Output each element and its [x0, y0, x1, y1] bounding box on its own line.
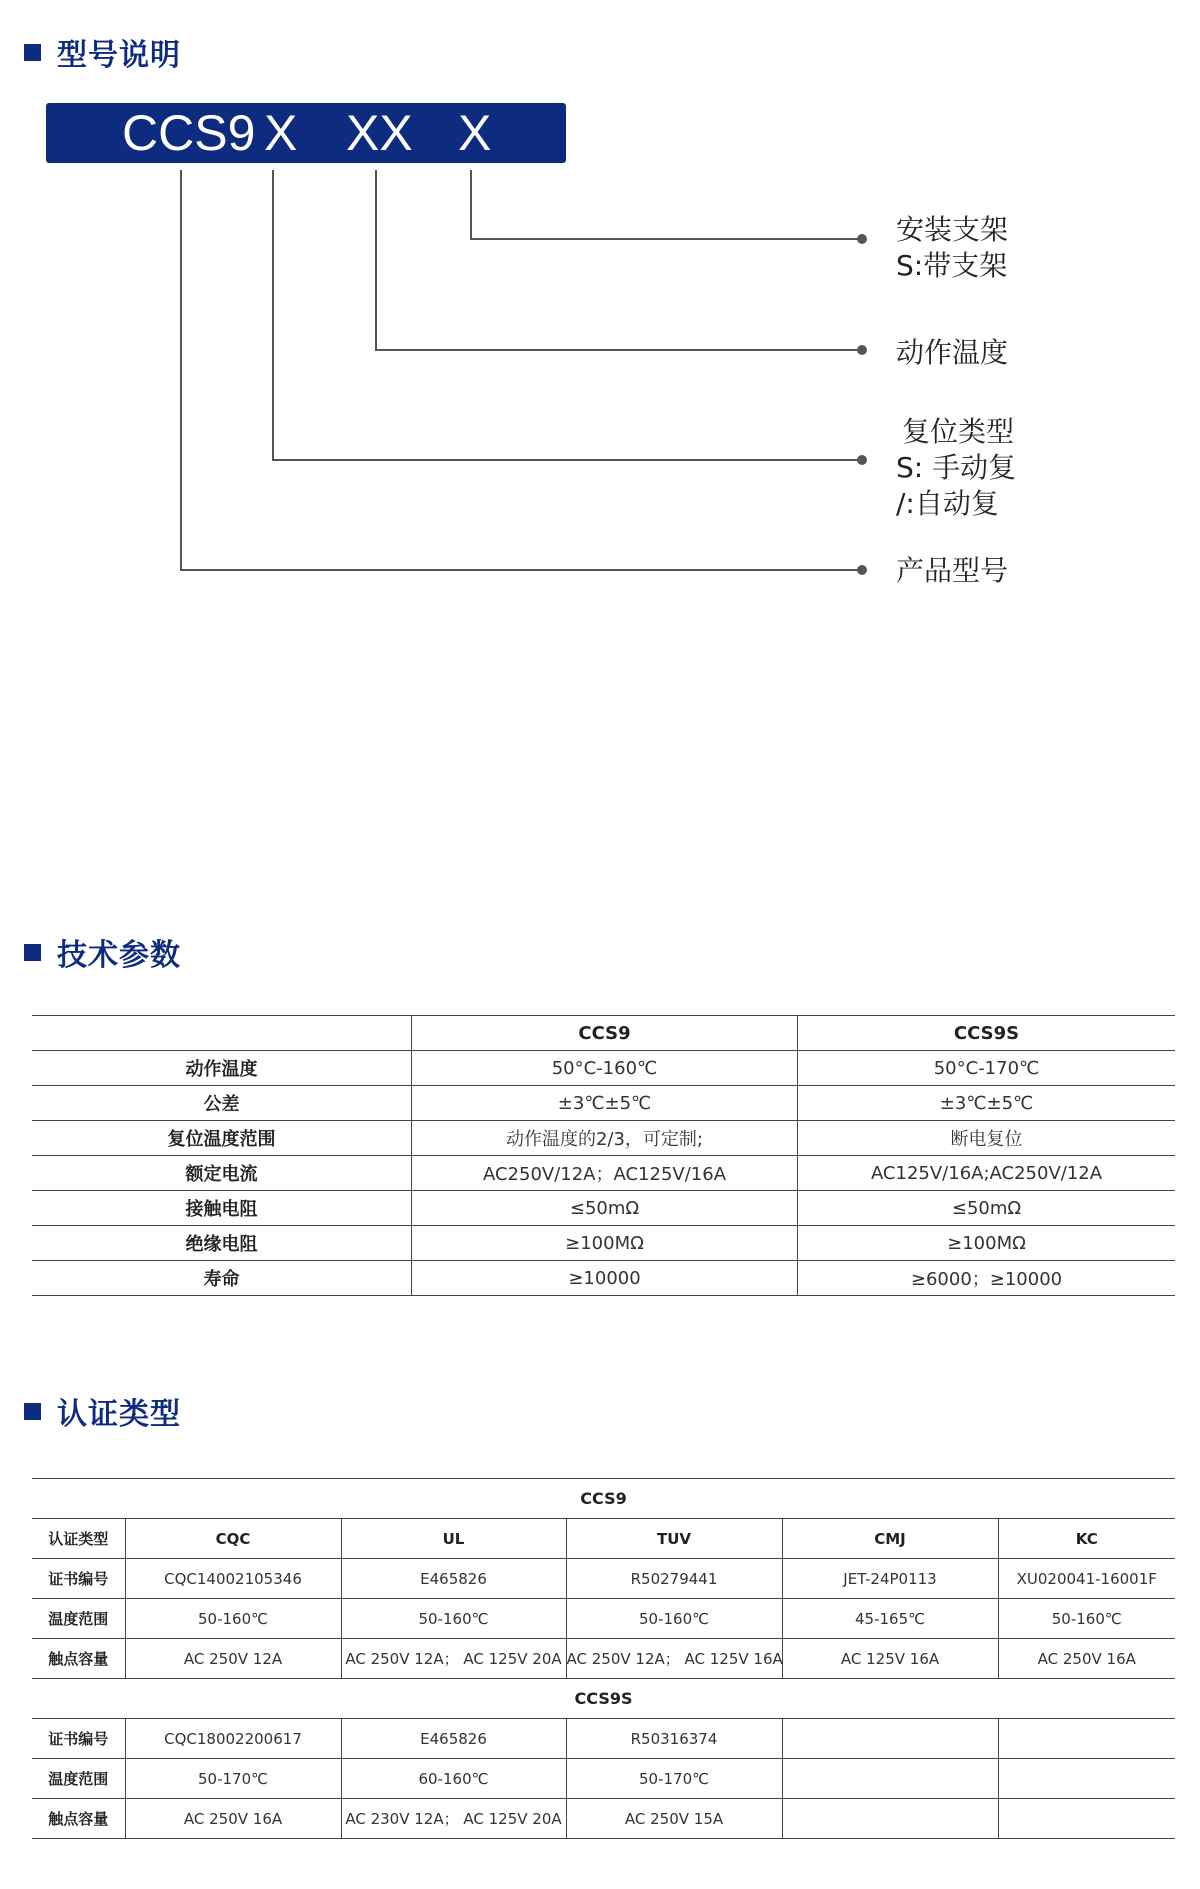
model-connector-diagram — [0, 0, 1200, 620]
cert-group-ccs9: CCS9 — [32, 1479, 1175, 1519]
cert-row-label: 证书编号 — [32, 1719, 125, 1759]
table-row — [32, 1639, 1175, 1679]
cert-cell: R50279441 — [566, 1559, 782, 1599]
spec-header-blank — [32, 1016, 412, 1051]
spec-header-ccs9s: CCS9S — [798, 1016, 1176, 1051]
cert-cell: 50-160℃ — [566, 1599, 782, 1639]
label-mount-option: S:带支架 — [896, 249, 1008, 282]
table-row — [32, 1086, 1175, 1121]
cert-cell — [782, 1719, 998, 1759]
spec-header-ccs9: CCS9 — [412, 1016, 798, 1051]
table-row — [32, 1719, 1175, 1759]
cert-table — [32, 1478, 1175, 1839]
cert-header-cmj: CMJ — [782, 1519, 998, 1559]
spec-value-ccs9s: ±3℃±5℃ — [798, 1086, 1176, 1121]
cert-cell: CQC18002200617 — [125, 1719, 341, 1759]
cert-cell — [998, 1719, 1175, 1759]
cert-header-row — [32, 1519, 1175, 1559]
cert-header-ul: UL — [341, 1519, 566, 1559]
cert-row-label: 温度范围 — [32, 1759, 125, 1799]
connector-dot-mount — [857, 234, 867, 244]
model-code-part2: XX — [346, 105, 413, 161]
spec-value-ccs9s: ≥6000；≥10000 — [798, 1261, 1176, 1296]
connector-line-reset — [273, 170, 862, 460]
spec-value-ccs9s: 断电复位 — [798, 1121, 1176, 1156]
cert-cell: AC 230V 12A； AC 125V 20A — [341, 1799, 566, 1839]
cert-cell: 50-160℃ — [341, 1599, 566, 1639]
connector-line-temp — [376, 170, 862, 350]
cert-cell: XU020041-16001F — [998, 1559, 1175, 1599]
model-code-part1: X — [264, 105, 298, 161]
cert-row-label: 温度范围 — [32, 1599, 125, 1639]
cert-header-label: 认证类型 — [32, 1519, 125, 1559]
table-row — [32, 1051, 1175, 1086]
cert-cell: CQC14002105346 — [125, 1559, 341, 1599]
cert-row-label: 证书编号 — [32, 1559, 125, 1599]
label-reset-title: 复位类型 — [902, 415, 1015, 448]
cert-cell: AC 250V 12A； AC 125V 20A — [341, 1639, 566, 1679]
cert-header-cqc: CQC — [125, 1519, 341, 1559]
section-title-model: 型号说明 — [57, 38, 181, 73]
spec-value-ccs9: ≥100MΩ — [412, 1226, 798, 1261]
cert-group-row-ccs9 — [32, 1479, 1175, 1519]
section-square-icon — [24, 1403, 41, 1420]
table-row — [32, 1599, 1175, 1639]
cert-cell: 50-160℃ — [998, 1599, 1175, 1639]
spec-value-ccs9s: AC125V/16A;AC250V/12A — [798, 1156, 1176, 1191]
model-code-base: CCS9 — [122, 105, 256, 161]
label-reset-option-2: /:自动复 — [896, 487, 999, 520]
table-row — [32, 1261, 1175, 1296]
cert-cell: AC 250V 12A — [125, 1639, 341, 1679]
table-row — [32, 1759, 1175, 1799]
spec-value-ccs9s: ≤50mΩ — [798, 1191, 1176, 1226]
section-header-cert — [24, 1389, 181, 1433]
section-square-icon — [24, 944, 41, 961]
label-mount-title: 安装支架 — [896, 213, 1009, 246]
cert-cell: AC 250V 15A — [566, 1799, 782, 1839]
cert-cell — [782, 1759, 998, 1799]
cert-cell: AC 250V 12A； AC 125V 16A — [566, 1639, 782, 1679]
model-code-part3: X — [458, 105, 492, 161]
cert-header-kc: KC — [998, 1519, 1175, 1559]
connector-dot-product — [857, 565, 867, 575]
cert-row-label: 触点容量 — [32, 1799, 125, 1839]
cert-cell — [998, 1759, 1175, 1799]
cert-cell — [998, 1799, 1175, 1839]
label-reset-option-1: S: 手动复 — [896, 451, 1017, 484]
cert-cell: JET-24P0113 — [782, 1559, 998, 1599]
table-row — [32, 1226, 1175, 1261]
cert-row-label: 触点容量 — [32, 1639, 125, 1679]
spec-header-row — [32, 1016, 1175, 1051]
cert-cell: 60-160℃ — [341, 1759, 566, 1799]
spec-value-ccs9: 动作温度的2/3，可定制; — [412, 1121, 798, 1156]
section-title-specs: 技术参数 — [57, 938, 181, 973]
cert-cell: 50-170℃ — [566, 1759, 782, 1799]
label-temp: 动作温度 — [896, 336, 1009, 369]
label-product: 产品型号 — [896, 554, 1009, 587]
spec-table — [32, 1015, 1175, 1296]
spec-param: 绝缘电阻 — [32, 1226, 412, 1261]
cert-header-tuv: TUV — [566, 1519, 782, 1559]
cert-group-row-ccs9s — [32, 1679, 1175, 1719]
table-row — [32, 1799, 1175, 1839]
table-row — [32, 1156, 1175, 1191]
cert-cell: 45-165℃ — [782, 1599, 998, 1639]
section-header-specs — [24, 930, 181, 974]
spec-value-ccs9s: ≥100MΩ — [798, 1226, 1176, 1261]
cert-cell: E465826 — [341, 1559, 566, 1599]
cert-cell: AC 250V 16A — [125, 1799, 341, 1839]
cert-cell: E465826 — [341, 1719, 566, 1759]
spec-value-ccs9: ≥10000 — [412, 1261, 798, 1296]
table-row — [32, 1191, 1175, 1226]
cert-cell: AC 250V 16A — [998, 1639, 1175, 1679]
cert-cell: AC 125V 16A — [782, 1639, 998, 1679]
spec-value-ccs9: ≤50mΩ — [412, 1191, 798, 1226]
cert-cell: 50-170℃ — [125, 1759, 341, 1799]
spec-value-ccs9s: 50°C-170℃ — [798, 1051, 1176, 1086]
table-row — [32, 1121, 1175, 1156]
spec-param: 复位温度范围 — [32, 1121, 412, 1156]
cert-cell: 50-160℃ — [125, 1599, 341, 1639]
connector-line-mount — [471, 170, 862, 239]
spec-param: 接触电阻 — [32, 1191, 412, 1226]
section-title-cert: 认证类型 — [57, 1397, 181, 1432]
cert-cell — [782, 1799, 998, 1839]
cert-group-ccs9s: CCS9S — [32, 1679, 1175, 1719]
connector-line-product — [181, 170, 862, 570]
spec-param: 公差 — [32, 1086, 412, 1121]
cert-cell: R50316374 — [566, 1719, 782, 1759]
connector-dot-reset — [857, 455, 867, 465]
connector-dot-temp — [857, 345, 867, 355]
spec-param: 动作温度 — [32, 1051, 412, 1086]
spec-param: 额定电流 — [32, 1156, 412, 1191]
spec-value-ccs9: AC250V/12A；AC125V/16A — [412, 1156, 798, 1191]
spec-value-ccs9: ±3℃±5℃ — [412, 1086, 798, 1121]
spec-param: 寿命 — [32, 1261, 412, 1296]
spec-value-ccs9: 50°C-160℃ — [412, 1051, 798, 1086]
table-row — [32, 1559, 1175, 1599]
